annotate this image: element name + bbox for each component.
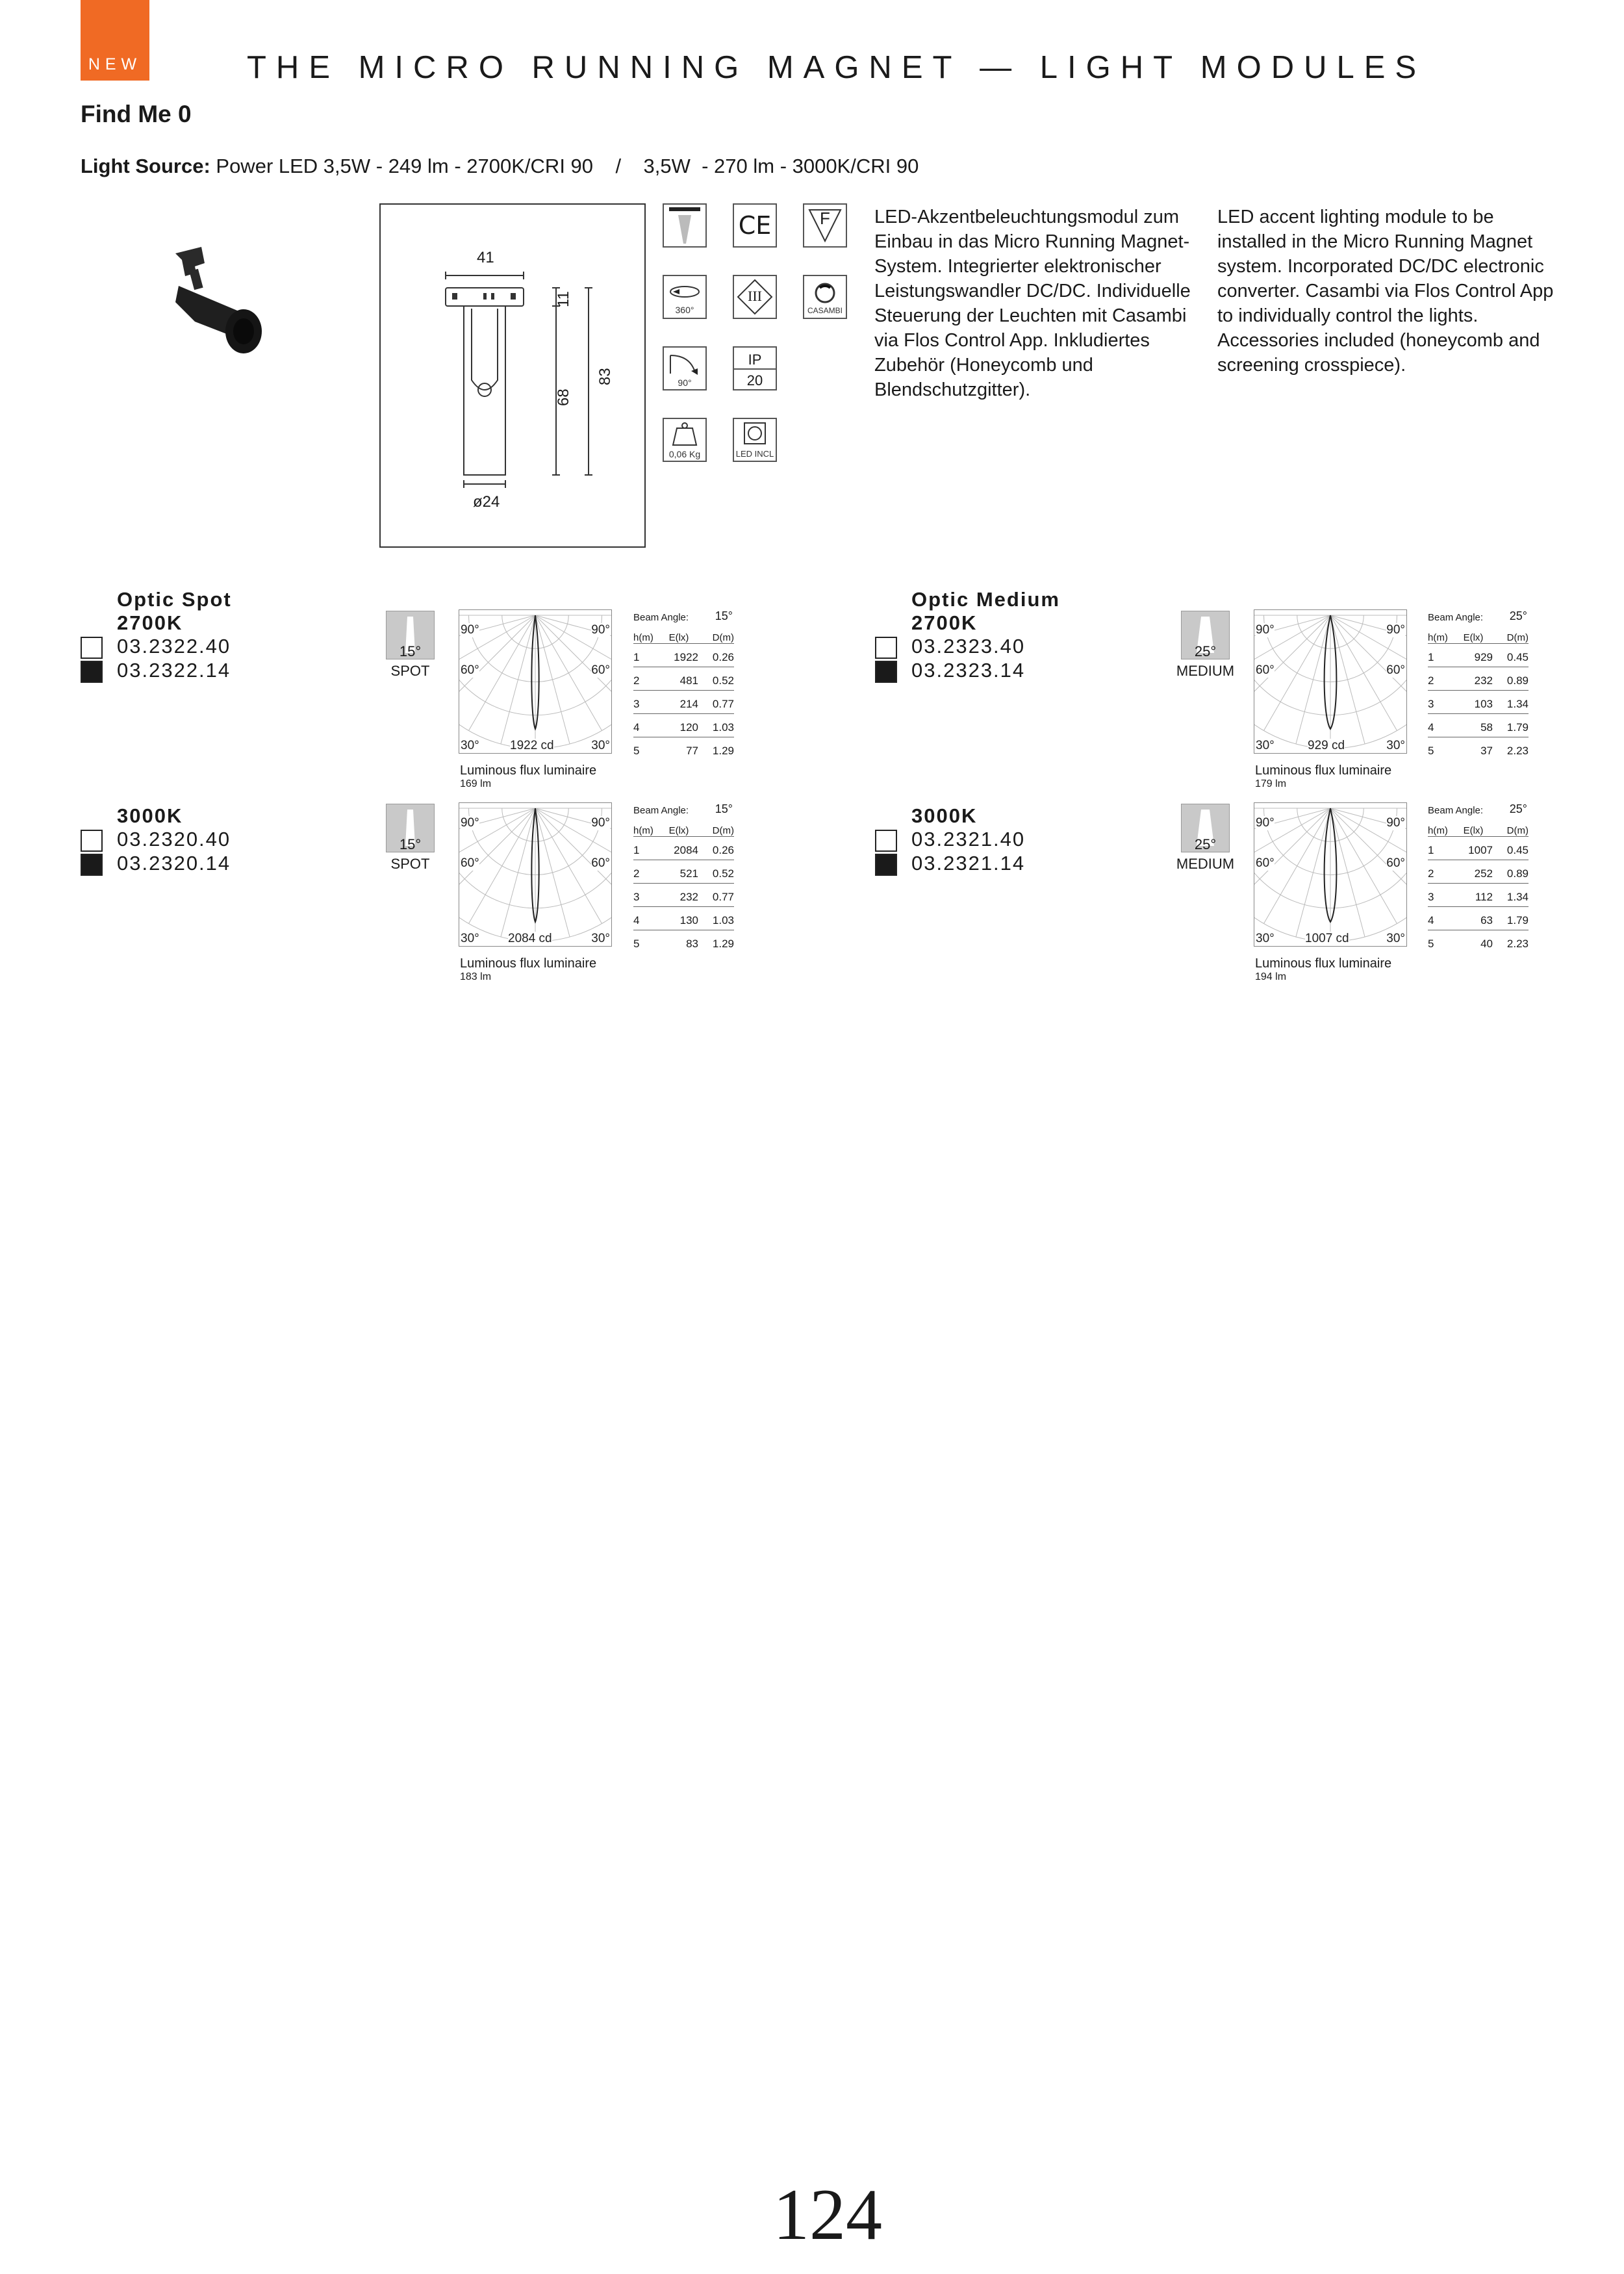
optic-medium-title: Optic Medium (911, 588, 1060, 611)
cell-d: 0.52 (712, 867, 734, 880)
header-d: D(m) (1506, 632, 1529, 643)
medium-2700k-code-black: 03.2323.14 (911, 659, 1026, 682)
polar-label-90-left: 90° (461, 816, 479, 830)
polar-label-60-left: 60° (461, 856, 479, 870)
weight-label: 0,06 Kg (668, 449, 701, 459)
light-source (81, 155, 919, 178)
f-mark-icon (803, 203, 847, 248)
table-row (1428, 691, 1529, 714)
medium-2700k-code-white: 03.2323.40 (911, 635, 1026, 658)
table-row (633, 644, 734, 667)
polar-diagram (1254, 802, 1407, 947)
medium-beam-name: MEDIUM (1176, 856, 1235, 872)
table-row (633, 884, 734, 907)
polar-diagram (459, 609, 612, 754)
polar-label-60-right: 60° (1386, 856, 1405, 870)
cell-d: 0.77 (712, 698, 734, 710)
cell-e: 37 (1480, 745, 1493, 757)
table-row (1428, 714, 1529, 737)
polar-label-90-left: 90° (1256, 623, 1275, 637)
cell-e: 77 (686, 745, 698, 757)
table-row (1428, 884, 1529, 907)
swatch-black (875, 661, 897, 683)
header-h: h(m) (1428, 825, 1448, 836)
table-row (1428, 860, 1529, 884)
beam-angle-value: 15° (715, 609, 733, 622)
cell-h: 4 (633, 721, 640, 734)
beam-angle-label: Beam Angle: (633, 805, 689, 816)
medium-2700k-temp: 2700K (911, 611, 978, 634)
cell-h: 1 (633, 651, 640, 663)
polar-label-90-right: 90° (591, 623, 610, 637)
spot-3000k-code-white: 03.2320.40 (117, 828, 231, 850)
dim-total: 83 (596, 368, 614, 385)
ce-mark-text: CE (738, 211, 772, 240)
swatch-black (875, 854, 897, 876)
table-row (633, 860, 734, 884)
swatch-white (81, 830, 103, 852)
cell-h: 1 (1428, 651, 1434, 663)
cell-e: 481 (679, 674, 698, 687)
cell-d: 1.03 (712, 914, 734, 926)
cell-e: 58 (1480, 721, 1493, 734)
class-iii-icon (733, 275, 777, 319)
header-d: D(m) (1506, 825, 1529, 836)
header-d: D(m) (712, 825, 734, 836)
cell-e: 214 (679, 698, 698, 710)
product-name: Find Me 0 (81, 101, 192, 127)
spot-2700k-temp: 2700K (117, 611, 183, 634)
cell-d: 0.77 (712, 891, 734, 903)
table-row (633, 714, 734, 737)
spot-beam-deg: 15° (399, 836, 422, 852)
polar-cd-value: 1922 cd (510, 739, 554, 752)
table-row (633, 667, 734, 691)
cell-h: 3 (1428, 698, 1434, 710)
dim-width: 41 (477, 249, 494, 266)
cell-d: 0.89 (1506, 867, 1529, 880)
photometric-table (1428, 609, 1529, 760)
medium-beam-deg: 25° (1194, 643, 1217, 659)
cell-h: 2 (633, 674, 640, 687)
polar-label-60-left: 60° (1256, 856, 1275, 870)
swatch-white (875, 637, 897, 659)
header-h: h(m) (1428, 632, 1448, 643)
dim-diameter: ø24 (473, 493, 500, 511)
swatch-black (81, 661, 103, 683)
casambi-label: CASAMBI (807, 306, 843, 315)
spot-3000k-temp: 3000K (117, 804, 183, 827)
table-row (633, 737, 734, 760)
f-mark-text: F (820, 209, 830, 228)
medium-beam-deg: 25° (1194, 836, 1217, 852)
page-header-title: THE MICRO RUNNING MAGNET — LIGHT MODULES (247, 50, 1427, 85)
ip-rating-icon (733, 346, 777, 390)
table-row (1428, 644, 1529, 667)
beam-angle-label: Beam Angle: (1428, 612, 1484, 623)
light-source-label: Light Source: (81, 155, 210, 177)
polar-label-60-left: 60° (461, 663, 479, 677)
flux-value: 179 lm (1255, 778, 1287, 789)
polar-label-30-right: 30° (591, 739, 610, 752)
cell-h: 5 (1428, 938, 1434, 950)
swatch-white (875, 830, 897, 852)
medium-3000k-code-white: 03.2321.40 (911, 828, 1026, 850)
cell-d: 0.26 (712, 844, 734, 856)
class-iii-text: III (748, 288, 762, 304)
polar-label-30-right: 30° (1386, 932, 1405, 945)
cell-e: 83 (686, 938, 698, 950)
table-row (1428, 837, 1529, 860)
spot-beam-name: SPOT (390, 663, 430, 679)
flux-value: 194 lm (1255, 971, 1287, 982)
table-row (633, 691, 734, 714)
led-incl-icon (733, 418, 777, 462)
flux-label: Luminous flux luminaire (460, 956, 597, 971)
header-e: E(lx) (668, 632, 689, 643)
polar-label-30-left: 30° (461, 739, 479, 752)
cell-e: 63 (1480, 914, 1493, 926)
cell-h: 2 (1428, 674, 1434, 687)
dim-body: 68 (555, 389, 572, 406)
cell-d: 2.23 (1506, 745, 1529, 757)
header-e: E(lx) (1463, 825, 1484, 836)
table-row (1428, 930, 1529, 953)
header-e: E(lx) (668, 825, 689, 836)
cell-d: 0.52 (712, 674, 734, 687)
polar-label-90-right: 90° (1386, 623, 1405, 637)
cell-e: 252 (1474, 867, 1493, 880)
track-icon (663, 203, 707, 248)
cell-h: 2 (1428, 867, 1434, 880)
rotate-360-icon (663, 275, 707, 319)
cell-h: 5 (633, 745, 640, 757)
cell-d: 1.29 (712, 938, 734, 950)
tilt-90-label: 90° (678, 377, 692, 388)
polar-label-90-left: 90° (461, 623, 479, 637)
polar-cd-value: 929 cd (1308, 739, 1345, 752)
polar-label-90-right: 90° (1386, 816, 1405, 830)
cell-e: 103 (1474, 698, 1493, 710)
table-row (633, 837, 734, 860)
cell-h: 4 (1428, 721, 1434, 734)
description-de: LED-Akzentbeleuchtungsmodul zum Einbau in das Micro Running Magnet-System. Integrierter elektronischer Leistungswandler DC/DC. Individuelle Steuerung der Leuchten mit Casambi via Flos Control App. Inkludiertes Zubehör (Honeycomb und Blendschutzgitter). (874, 207, 1191, 400)
led-incl-label: LED INCL (735, 449, 774, 459)
medium-beam-name: MEDIUM (1176, 663, 1235, 679)
swatch-black (81, 854, 103, 876)
cell-h: 3 (1428, 891, 1434, 903)
spot-beam-deg: 15° (399, 643, 422, 659)
table-row (1428, 907, 1529, 930)
photometric-table (633, 609, 734, 760)
cell-d: 0.45 (1506, 844, 1529, 856)
beam-angle-value: 25° (1509, 609, 1527, 622)
polar-label-60-right: 60° (591, 856, 610, 870)
polar-label-30-left: 30° (1256, 932, 1275, 945)
polar-label-30-right: 30° (591, 932, 610, 945)
cell-h: 3 (633, 891, 640, 903)
flux-label: Luminous flux luminaire (1255, 956, 1392, 971)
cell-d: 2.23 (1506, 938, 1529, 950)
ip-top-text: IP (748, 351, 762, 368)
cell-d: 1.79 (1506, 914, 1529, 926)
page-number: 124 (773, 2175, 882, 2255)
cell-d: 1.03 (712, 721, 734, 734)
flux-value: 183 lm (460, 971, 492, 982)
polar-diagram (1254, 609, 1407, 754)
polar-label-60-right: 60° (591, 663, 610, 677)
spot-3000k-code-black: 03.2320.14 (117, 852, 231, 875)
flux-label: Luminous flux luminaire (460, 763, 597, 778)
cell-e: 40 (1480, 938, 1493, 950)
polar-label-30-left: 30° (461, 932, 479, 945)
beam-angle-label: Beam Angle: (1428, 805, 1484, 816)
polar-diagram (459, 802, 612, 947)
spot-beam-name: SPOT (390, 856, 430, 872)
cell-h: 5 (1428, 745, 1434, 757)
cell-e: 120 (679, 721, 698, 734)
polar-cd-value: 1007 cd (1305, 932, 1349, 945)
casambi-icon (803, 275, 847, 319)
polar-label-30-left: 30° (1256, 739, 1275, 752)
cell-h: 4 (633, 914, 640, 926)
cell-h: 4 (1428, 914, 1434, 926)
cell-e: 929 (1474, 651, 1493, 663)
product-photo (156, 240, 273, 383)
cell-h: 5 (633, 938, 640, 950)
cell-d: 1.79 (1506, 721, 1529, 734)
cell-h: 2 (633, 867, 640, 880)
polar-label-60-left: 60° (1256, 663, 1275, 677)
ip-value-text: 20 (746, 372, 763, 389)
polar-label-90-left: 90° (1256, 816, 1275, 830)
technical-drawing (379, 203, 646, 548)
light-source-text: Power LED 3,5W - 249 lm - 2700K/CRI 90 / 3,5W - 270 lm - 3000K/CRI 90 (210, 155, 919, 177)
beam-angle-value: 15° (715, 802, 733, 815)
photometric-table (633, 802, 734, 953)
flux-value: 169 lm (460, 778, 492, 789)
cell-e: 130 (679, 914, 698, 926)
optic-spot-title: Optic Spot (117, 588, 232, 611)
weight-icon (663, 418, 707, 462)
rotate-360-label: 360° (675, 305, 694, 315)
polar-label-90-right: 90° (591, 816, 610, 830)
table-row (633, 907, 734, 930)
cell-e: 232 (679, 891, 698, 903)
table-row (1428, 667, 1529, 691)
cell-h: 1 (633, 844, 640, 856)
cell-d: 1.34 (1506, 891, 1529, 903)
cell-d: 0.26 (712, 651, 734, 663)
cell-d: 1.34 (1506, 698, 1529, 710)
cell-e: 521 (679, 867, 698, 880)
new-badge: NEW (81, 0, 149, 81)
cell-e: 112 (1475, 891, 1493, 903)
photometric-table (1428, 802, 1529, 953)
swatch-white (81, 637, 103, 659)
table-row (633, 930, 734, 953)
spot-2700k-code-white: 03.2322.40 (117, 635, 231, 658)
header-h: h(m) (633, 632, 653, 643)
cell-h: 3 (633, 698, 640, 710)
cell-d: 0.89 (1506, 674, 1529, 687)
header-d: D(m) (712, 632, 734, 643)
cell-e: 2084 (674, 844, 698, 856)
beam-angle-value: 25° (1509, 802, 1527, 815)
header-e: E(lx) (1463, 632, 1484, 643)
polar-label-30-right: 30° (1386, 739, 1405, 752)
spot-2700k-code-black: 03.2322.14 (117, 659, 231, 682)
cell-e: 1922 (674, 651, 698, 663)
medium-3000k-temp: 3000K (911, 804, 978, 827)
cell-d: 1.29 (712, 745, 734, 757)
cell-e: 232 (1474, 674, 1493, 687)
polar-label-60-right: 60° (1386, 663, 1405, 677)
dim-top: 11 (555, 291, 572, 307)
cell-e: 1007 (1468, 844, 1493, 856)
ce-mark-icon (733, 203, 777, 248)
table-row (1428, 737, 1529, 760)
flux-label: Luminous flux luminaire (1255, 763, 1392, 778)
header-h: h(m) (633, 825, 653, 836)
medium-3000k-code-black: 03.2321.14 (911, 852, 1026, 875)
beam-angle-label: Beam Angle: (633, 612, 689, 623)
description-en: LED accent lighting module to be installed in the Micro Running Magnet system. Incorporated DC/DC electronic converter. Casambi via Flos Control App to individually control the lights. Accessories included (honeycomb and screening crosspiece). (1217, 207, 1554, 376)
tilt-90-icon (663, 346, 707, 390)
cell-h: 1 (1428, 844, 1434, 856)
cell-d: 0.45 (1506, 651, 1529, 663)
polar-cd-value: 2084 cd (508, 932, 552, 945)
